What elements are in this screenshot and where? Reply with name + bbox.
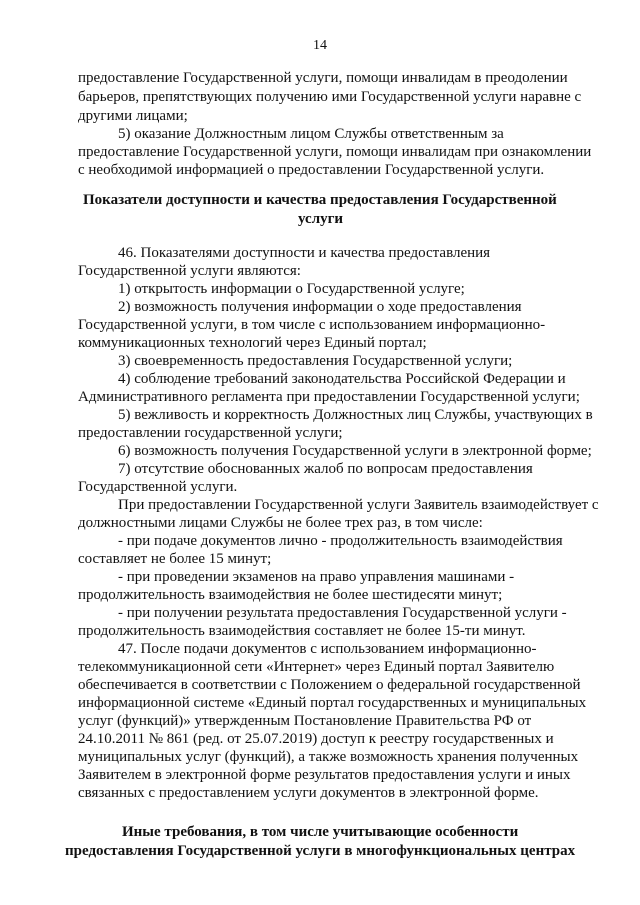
text-line: 24.10.2011 № 861 (ред. от 25.07.2019) доступ к реестру государственных и <box>78 731 554 747</box>
text-line: обеспечивается в соответствии с Положением о федеральной государственной <box>78 677 581 693</box>
list-item: - при подаче документов лично - продолжительность взаимодействия <box>118 533 563 549</box>
list-item: 6) возможность получения Государственной услуги в электронной форме; <box>118 443 592 459</box>
text-line: телекоммуникационной сети «Интернет» через Единый портал Заявителю <box>78 659 555 675</box>
text-line: продолжительность взаимодействия не более шестидесяти минут; <box>78 587 503 603</box>
text-line: Государственной услуги, в том числе с использованием информационно- <box>78 317 546 333</box>
text-line: коммуникационных технологий через Единый портал; <box>78 335 427 351</box>
text-line: предоставлении государственной услуги; <box>78 425 343 441</box>
text-line: 5) оказание Должностным лицом Службы ответственным за <box>118 126 504 142</box>
section-heading: Показатели доступности и качества предоставления Государственной <box>83 192 557 208</box>
text-line: муниципальных услуг (функций), а также возможность хранения полученных <box>78 749 579 765</box>
list-item: 2) возможность получения информации о ходе предоставления <box>118 299 522 315</box>
text-line: продолжительность взаимодействия составляет не более 15-ти минут. <box>78 623 526 639</box>
text-line: услуг (функций)» утвержденным Постановление Правительства РФ от <box>78 713 532 729</box>
section-heading: предоставления Государственной услуги в многофункциональных центрах <box>65 843 576 859</box>
list-item: 7) отсутствие обоснованных жалоб по вопросам предоставления <box>118 461 533 477</box>
text-line: предоставление Государственной услуги, помощи инвалидам при ознакомлении <box>78 144 592 160</box>
text-line: 46. Показателями доступности и качества предоставления <box>118 245 491 261</box>
page-number: 14 <box>313 38 327 53</box>
section-heading: Иные требования, в том числе учитывающие особенности <box>122 824 519 840</box>
text-line: предоставление Государственной услуги, помощи инвалидам в преодолении <box>78 70 568 86</box>
section-heading: услуги <box>298 211 344 227</box>
list-item: 4) соблюдение требований законодательства Российской Федерации и <box>118 371 566 387</box>
text-line: с необходимой информацией о предоставлении Государственной услуги. <box>78 162 545 178</box>
text-line: Заявителем в электронной форме результатов предоставления услуги и иных <box>78 767 571 783</box>
text-line: 47. После подачи документов с использованием информационно- <box>118 641 537 657</box>
text-line: Административного регламента при предоставлении Государственной услуги; <box>78 389 580 405</box>
text-line: Государственной услуги являются: <box>78 263 301 279</box>
text-line: барьеров, препятствующих получению ими Государственной услуги наравне с <box>78 89 582 105</box>
text-line: составляет не более 15 минут; <box>78 551 272 567</box>
list-item: - при проведении экзаменов на право управления машинами - <box>118 569 515 585</box>
list-item: 1) открытость информации о Государственной услуге; <box>118 281 465 297</box>
list-item: 5) вежливость и корректность Должностных лиц Службы, участвующих в <box>118 407 593 423</box>
text-line: связанных с предоставлением услуги документов в электронной форме. <box>78 785 539 801</box>
text-line: информационной системе «Единый портал государственных и муниципальных <box>78 695 587 711</box>
list-item: - при получении результата предоставления Государственной услуги - <box>118 605 567 621</box>
text-line: При предоставлении Государственной услуги Заявитель взаимодействует с <box>118 497 599 513</box>
text-line: другими лицами; <box>78 108 188 124</box>
text-line: должностными лицами Службы не более трех раз, в том числе: <box>78 515 483 531</box>
list-item: 3) своевременность предоставления Государственной услуги; <box>118 353 513 369</box>
text-line: Государственной услуги. <box>78 479 238 495</box>
